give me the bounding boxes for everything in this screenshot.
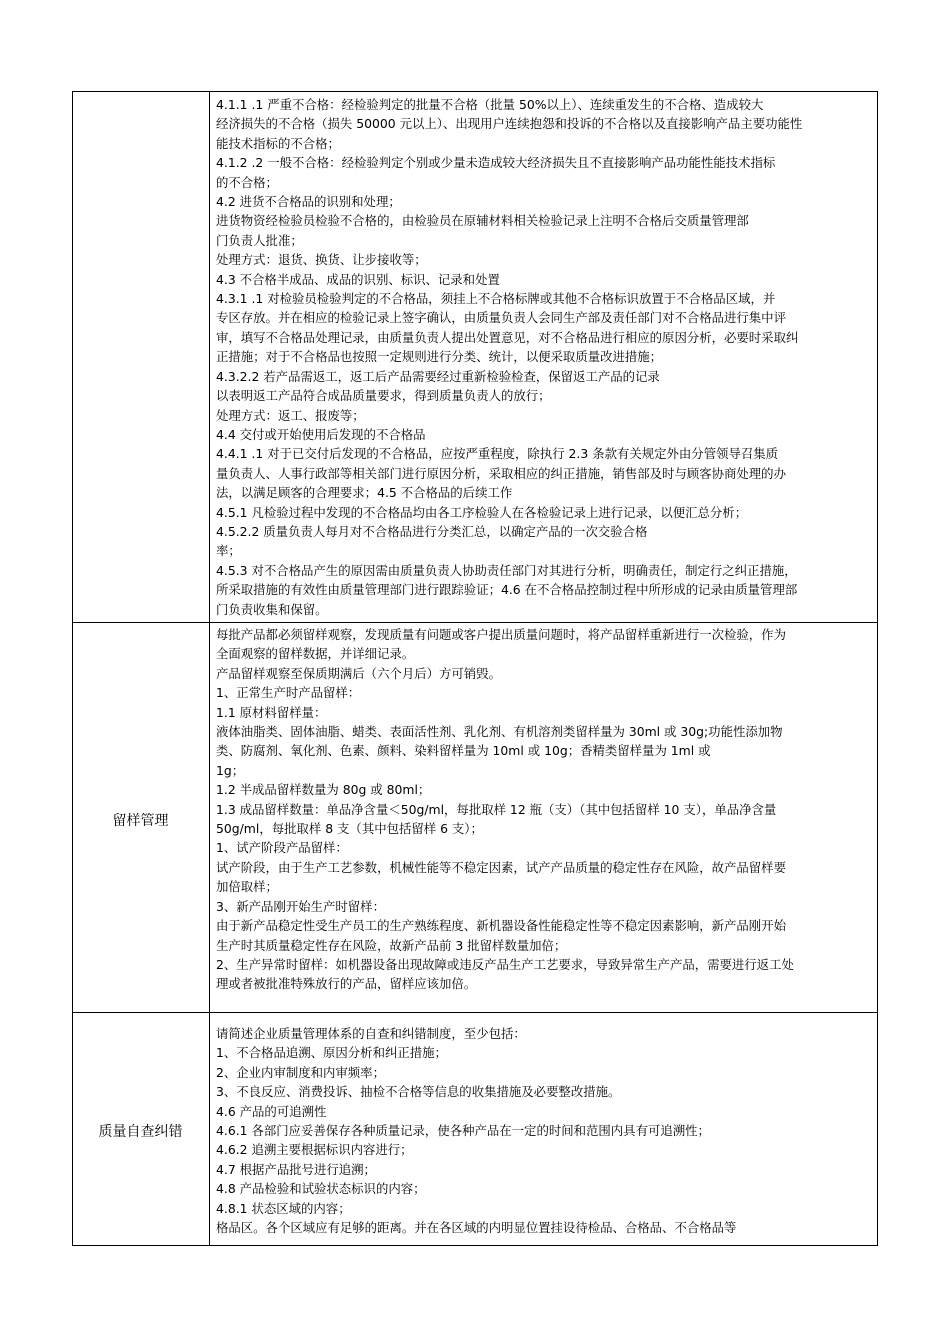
table-border-bottom — [72, 1245, 878, 1246]
text-line: 类、防腐剂、氧化剂、色素、颜料、染料留样量为 10ml 或 10g；香精类留样量为 1ml 或 — [216, 743, 711, 759]
text-line: 液体油脂类、固体油脂、蜡类、表面活性剂、乳化剂、有机溶剂类留样量为 30ml 或 30g;功能性添加物 — [216, 724, 783, 740]
text-line: 4.5.3 对不合格品产生的原因需由质量负责人协助责任部门对其进行分析，明确责任，制定行之纠正措施， — [216, 562, 797, 578]
text-line: 审，填写不合格品处理记录，由质量负责人提出处置意见，对不合格品进行相应的原因分析，必要时采取纠 — [216, 329, 799, 345]
text-line: 专区存放。并在相应的检验记录上签字确认，由质量负责人会同生产部及责任部门对不合格品进行集中评 — [216, 310, 786, 326]
text-line: 1.1 原材料留样量： — [216, 704, 327, 720]
row-label-quality-self-check: 质量自查纠错 — [98, 1124, 183, 1140]
text-line: 率； — [216, 543, 241, 559]
text-line: 4.2 进货不合格品的识别和处理； — [216, 194, 401, 210]
text-line: 量负责人、人事行政部等相关部门进行原因分析，采取相应的纠正措施，销售部及时与顾客协商处理的办 — [216, 465, 786, 481]
text-line: 全面观察的留样数据，并详细记录。 — [216, 646, 415, 662]
text-line: 4.5.2.2 质量负责人每月对不合格品进行分类汇总，以确定产品的一次交验合格 — [216, 523, 648, 539]
text-line: 4.6.2 追溯主要根据标识内容进行； — [216, 1142, 413, 1158]
text-line: 1、试产阶段产品留样： — [216, 840, 348, 856]
text-line: 4.3.2.2 若产品需返工，返工后产品需要经过重新检验检查，保留返工产品的记录 — [216, 368, 660, 384]
text-line: 产品留样观察至保质期满后（六个月后）方可销毁。 — [216, 665, 501, 681]
text-line: 每批产品都必须留样观察，发现质量有问题或客户提出质量问题时，将产品留样重新进行一次检验，作为 — [216, 627, 786, 642]
text-line: 4.4 交付或开始使用后发现的不合格品 — [216, 426, 426, 442]
text-line: 4.8 产品检验和试验状态标识的内容； — [216, 1181, 426, 1197]
text-line: 由于新产品稳定性受生产员工的生产熟练程度、新机器设备性能稳定性等不稳定因素影响，新产品刚开始 — [216, 918, 786, 934]
text-line: 4.3 不合格半成品、成品的识别、标识、记录和处置 — [216, 271, 500, 287]
row-content-sample-retention — [216, 625, 876, 1011]
text-line: 4.3.1 .1 对检验员检验判定的不合格品，须挂上不合格标牌或其他不合格标识放置于不合格品区域，并 — [216, 291, 776, 307]
table-border-right — [877, 91, 878, 1246]
table-border-left — [72, 91, 73, 1246]
text-line: 4.5.1 凡检验过程中发现的不合格品均由各工序检验人在各检验记录上进行记录，以便汇总分析； — [216, 504, 748, 520]
text-line: 4.8.1 状态区域的内容； — [216, 1200, 351, 1216]
text-line: 1g； — [216, 762, 245, 778]
column-divider — [209, 91, 210, 1246]
row-divider — [72, 1012, 878, 1013]
text-line: 理或者被批准特殊放行的产品，留样应该加倍。 — [216, 976, 477, 992]
text-line: 2、企业内审制度和内审频率； — [216, 1064, 385, 1080]
text-line: 能技术指标的不合格； — [216, 135, 340, 151]
content-table — [72, 91, 878, 1246]
text-line: 4.1.1 .1 严重不合格：经检验判定的批量不合格（批量 50%以上）、连续重发生的不合格、造成较大 — [216, 97, 764, 112]
text-line: 门负责收集和保留。 — [216, 601, 328, 617]
text-line: 正措施；对于不合格品也按照一定规则进行分类、统计，以便采取质量改进措施； — [216, 349, 663, 365]
text-line: 以表明返工产品符合成品质量要求，得到质量负责人的放行； — [216, 388, 551, 404]
row-divider — [72, 622, 878, 623]
text-line: 请简述企业质量管理体系的自查和纠错制度，至少包括： — [216, 1026, 526, 1041]
text-line: 2、生产异常时留样：如机器设备出现故障或违反产品生产工艺要求，导致异常生产产品，需要进行返工处 — [216, 956, 794, 972]
text-line: 格品区。各个区域应有足够的距离。并在各区域的内明显位置挂设待检品、合格品、不合格品等 — [216, 1220, 737, 1236]
text-line: 的不合格； — [216, 174, 278, 190]
text-line: 加倍取样； — [216, 879, 278, 895]
text-line: 4.1.2 .2 一般不合格：经检验判定个别或少量未造成较大经济损失且不直接影响产品功能性能技术指标 — [216, 155, 776, 171]
text-line: 3、新产品刚开始生产时留样： — [216, 898, 385, 914]
text-line: 门负责人批准； — [216, 232, 303, 248]
row-content-nonconforming — [216, 95, 876, 622]
text-line: 所采取措施的有效性由质量管理部门进行跟踪验证；4.6 在不合格品控制过程中所形成的记录由质量管理部 — [216, 582, 798, 598]
row-label-sample-retention: 留样管理 — [112, 813, 169, 829]
text-line: 经济损失的不合格（损失 50000 元以上）、出现用户连续抱怨和投诉的不合格以及直接影响产品主要功能性 — [216, 116, 803, 132]
text-line: 处理方式：退货、换货、让步接收等； — [216, 252, 427, 268]
text-line: 4.6.1 各部门应妥善保存各种质量记录，使各种产品在一定的时间和范围内具有可追溯性； — [216, 1123, 710, 1139]
text-line: 生产时其质量稳定性存在风险，故新产品前 3 批留样数量加倍； — [216, 937, 567, 953]
text-line: 4.7 根据产品批号进行追溯； — [216, 1161, 376, 1177]
table-border-top — [72, 91, 878, 92]
text-line: 4.4.1 .1 对于已交付后发现的不合格品，应按严重程度，除执行 2.3 条款有关规定外由分管领导召集质 — [216, 446, 779, 462]
text-line: 1、正常生产时产品留样： — [216, 685, 361, 701]
text-line: 4.6 产品的可追溯性 — [216, 1103, 327, 1119]
text-line: 处理方式：返工、报废等； — [216, 407, 365, 423]
text-line: 进货物资经检验员检验不合格的，由检验员在原辅材料相关检验记录上注明不合格后交质量管理部 — [216, 213, 749, 229]
text-line: 法，以满足顾客的合理要求；4.5 不合格品的后续工作 — [216, 485, 513, 501]
text-line: 3、不良反应、消费投诉、抽检不合格等信息的收集措施及必要整改措施。 — [216, 1084, 621, 1100]
text-line: 试产阶段，由于生产工艺参数，机械性能等不稳定因素，试产产品质量的稳定性存在风险，故产品留样要 — [216, 859, 786, 875]
row-content-quality-self-check — [216, 1024, 876, 1244]
text-line: 1.3 成品留样数量：单品净含量＜50g/ml，每批取样 12 瓶（支）（其中包括留样 10 支），单品净含量 — [216, 801, 777, 817]
text-line: 1、不合格品追溯、原因分析和纠正措施； — [216, 1045, 447, 1061]
text-line: 1.2 半成品留样数量为 80g 或 80ml； — [216, 782, 431, 798]
text-line: 50g/ml，每批取样 8 支（其中包括留样 6 支）； — [216, 821, 483, 837]
